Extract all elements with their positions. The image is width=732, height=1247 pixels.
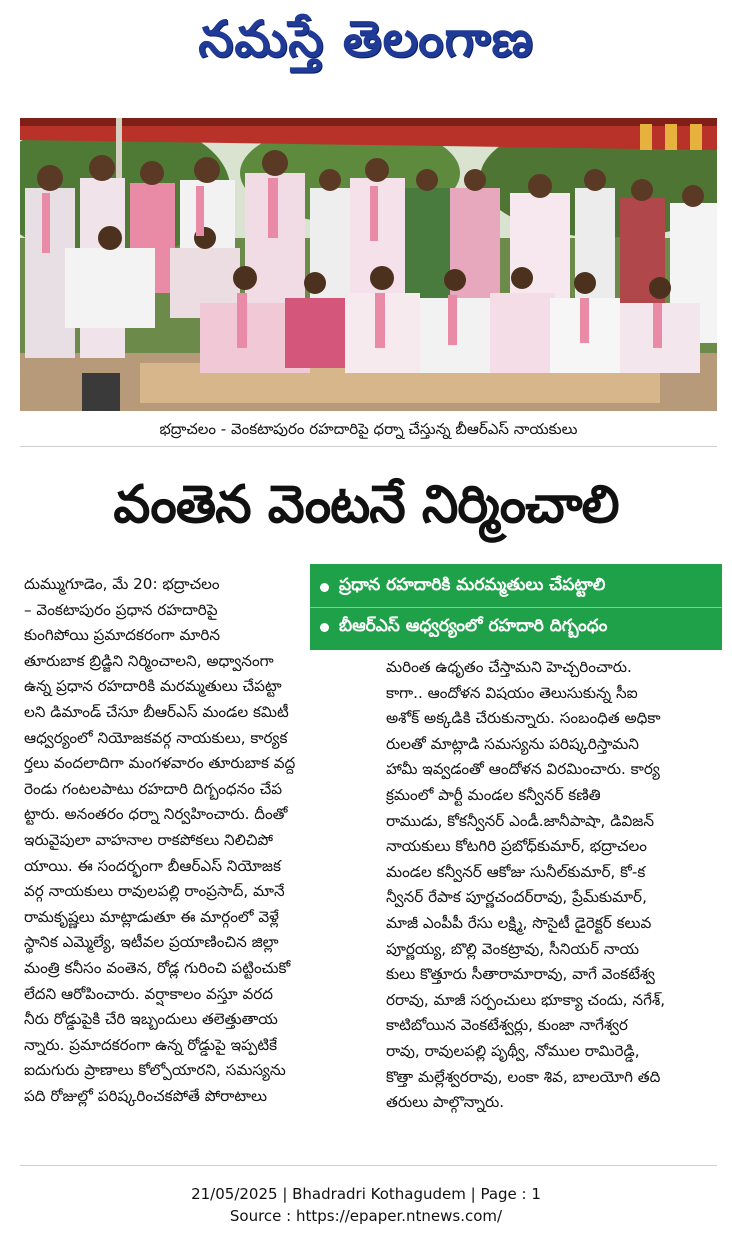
article-line: అశోక్ అక్కడికి చేరుకున్నారు. సంబంధిత అధికా: [386, 709, 661, 728]
article-line: దుమ్ముగూడెం, మే 20: భద్రాచలం: [24, 575, 220, 593]
article-line: పది రోజుల్లో పరిష్కరించకపోతే పోరాటాలు: [24, 1086, 268, 1105]
article-line: ఐదుగురు ప్రాణాలు కోల్పోయారని, సమస్యను: [24, 1061, 286, 1080]
footer: [0, 1183, 732, 1227]
article-line: లేదని ఆరోపించారు. వర్షాకాలం వస్తూ వరద: [24, 984, 274, 1003]
article-line: ర్తలు వందలాదిగా మంగళవారం తూరుబాక వద్ద: [24, 754, 296, 773]
article-line: హామీ ఇవ్వడంతో ఆందోళన విరమించారు. కార్య: [386, 760, 660, 779]
article-line: న్నారు. ప్రమాదకరంగా ఉన్న రోడ్డుపై ఇప్పటికే: [24, 1035, 278, 1054]
article-line: మండల కన్వీనర్ ఆకోజు సునీల్‌కుమార్, కో-క: [386, 862, 646, 881]
article-line: తూరుబాక బ్రిడ్జిని నిర్మించాలని, అధ్వానంగా: [24, 651, 274, 670]
article-column-1: [24, 572, 370, 1109]
article-line: మరింత ఉధృతం చేస్తామని హెచ్చరించారు.: [386, 658, 632, 676]
article-line: పూర్ణయ్య, బొల్లి వెంకట్రావు, సీనియర్ నాయ: [386, 939, 640, 958]
article-line: కులు కొత్తూరు సీతారామారావు, వాగే వెంకటేశ్వ: [386, 965, 655, 984]
highlight-item: [310, 567, 722, 607]
article-line: ఉన్న ప్రధాన రహదారికి మరమ్మతులు చేపట్టా: [24, 677, 282, 696]
article-line: ఇరువైపులా వాహనాల రాకపోకలు నిలిచిపో: [24, 830, 273, 849]
article-line: – వెంకటాపురం ప్రధాన రహదారిపై: [24, 600, 218, 619]
article-line: స్థానిక ఎమ్మెల్యే, ఇటీవల ప్రయాణించిన జిల్లా: [24, 933, 279, 952]
newspaper-logo: నమస్తే తెలంగాణ: [198, 9, 534, 68]
highlight-text: ప్రధాన రహదారికి మరమ్మతులు చేపట్టాలి: [339, 575, 606, 595]
news-photo: [20, 118, 717, 411]
article-line: రరావు, మాజీ సర్పంచులు భూక్యా చందు, నగేశ్,: [386, 990, 666, 1009]
divider: [20, 446, 717, 447]
footer-edition-info: 21/05/2025 | Bhadradri Kothagudem | Page : 1: [191, 1185, 541, 1203]
article-line: రామకృష్ణలు మాట్లాడుతూ ఈ మార్గంలో వెళ్లే: [24, 907, 279, 926]
article-line: వర్గ నాయకులు రావులపల్లి రాంప్రసాద్, మానే: [24, 882, 285, 901]
article-line: రాముడు, కోకన్వీనర్ ఎండీ.జానీపాషా, డివిజన్: [386, 811, 655, 830]
footer-source-link[interactable]: Source : https://epaper.ntnews.com/: [229, 1207, 503, 1225]
article-line: నీరు రోడ్డుపైకి చేరి ఇబ్బందులు తలెత్తుతాయ: [24, 1010, 278, 1029]
article-line: రావు, రావులపల్లి పృథ్వీ, నోముల రామిరెడ్డి,: [386, 1041, 640, 1060]
highlight-item: [310, 607, 722, 647]
article-line: రులతో మాట్లాడి సమస్యను పరిష్కరిస్తామని: [386, 734, 639, 753]
masthead: [0, 2, 732, 80]
headline: వంతెన వెంటనే నిర్మించాలి: [113, 475, 619, 535]
divider: [20, 1165, 717, 1166]
article-line: మాజీ ఎంపీపీ రేసు లక్ష్మి, సొసైటీ డైరెక్టర్ కలువ: [386, 913, 652, 932]
article-line: న్వీనర్ రేపాక పూర్ణచందర్‌రావు, ప్రేమ్‌కుమార్,: [386, 888, 647, 907]
highlight-text: బీఆర్ఎస్ ఆధ్వర్యంలో రహదారి దిగ్బంధం: [339, 615, 608, 636]
article-line: కుంగిపోయి ప్రమాదకరంగా మారిన: [24, 626, 221, 645]
article-line: మంత్రి కనీసం వంతెన, రోడ్ల గురించి పట్టించుకో: [24, 958, 291, 977]
highlights-box: [310, 564, 722, 650]
article-line: కాగా.. ఆందోళన విషయం తెలుసుకున్న సీఐ: [386, 683, 638, 702]
article-line: ఆధ్వర్యంలో నియోజకవర్గ నాయకులు, కార్యక: [24, 728, 288, 747]
article-line: క్రమంలో పార్టీ మండల కన్వీనర్ కణితి: [386, 785, 601, 804]
article-line: నాయకులు కోటగిరి ప్రబోధ్‌కుమార్, భద్రాచలం: [386, 837, 647, 856]
article-line: లని డిమాండ్ చేసూ బీఆర్ఎస్ మండల కమిటీ: [24, 702, 289, 721]
article-line: తరులు పాల్గొన్నారు.: [386, 1093, 505, 1112]
article-column-2: [386, 655, 722, 1116]
article-line: కొత్తా మల్లేశ్వరరావు, లంకా శివ, బాలయోగి తది: [386, 1067, 661, 1086]
photo-caption: భద్రాచలం - వెంకటాపురం రహదారిపై ధర్నా చేస్తున్న బీఆర్ఎస్ నాయకులు: [159, 420, 578, 438]
article-line: ట్టారు. అనంతరం ధర్నా నిర్వహించారు. దీంతో: [24, 805, 288, 824]
article-line: యాయి. ఈ సందర్భంగా బీఆర్ఎస్ నియోజక: [24, 856, 281, 875]
article-line: రెండు గంటలపాటు రహదారి దిగ్బంధనం చేప: [24, 779, 283, 798]
article-line: కాటిబోయిన వెంకటేశ్వర్లు, కుంజా నాగేశ్వర: [386, 1016, 628, 1035]
